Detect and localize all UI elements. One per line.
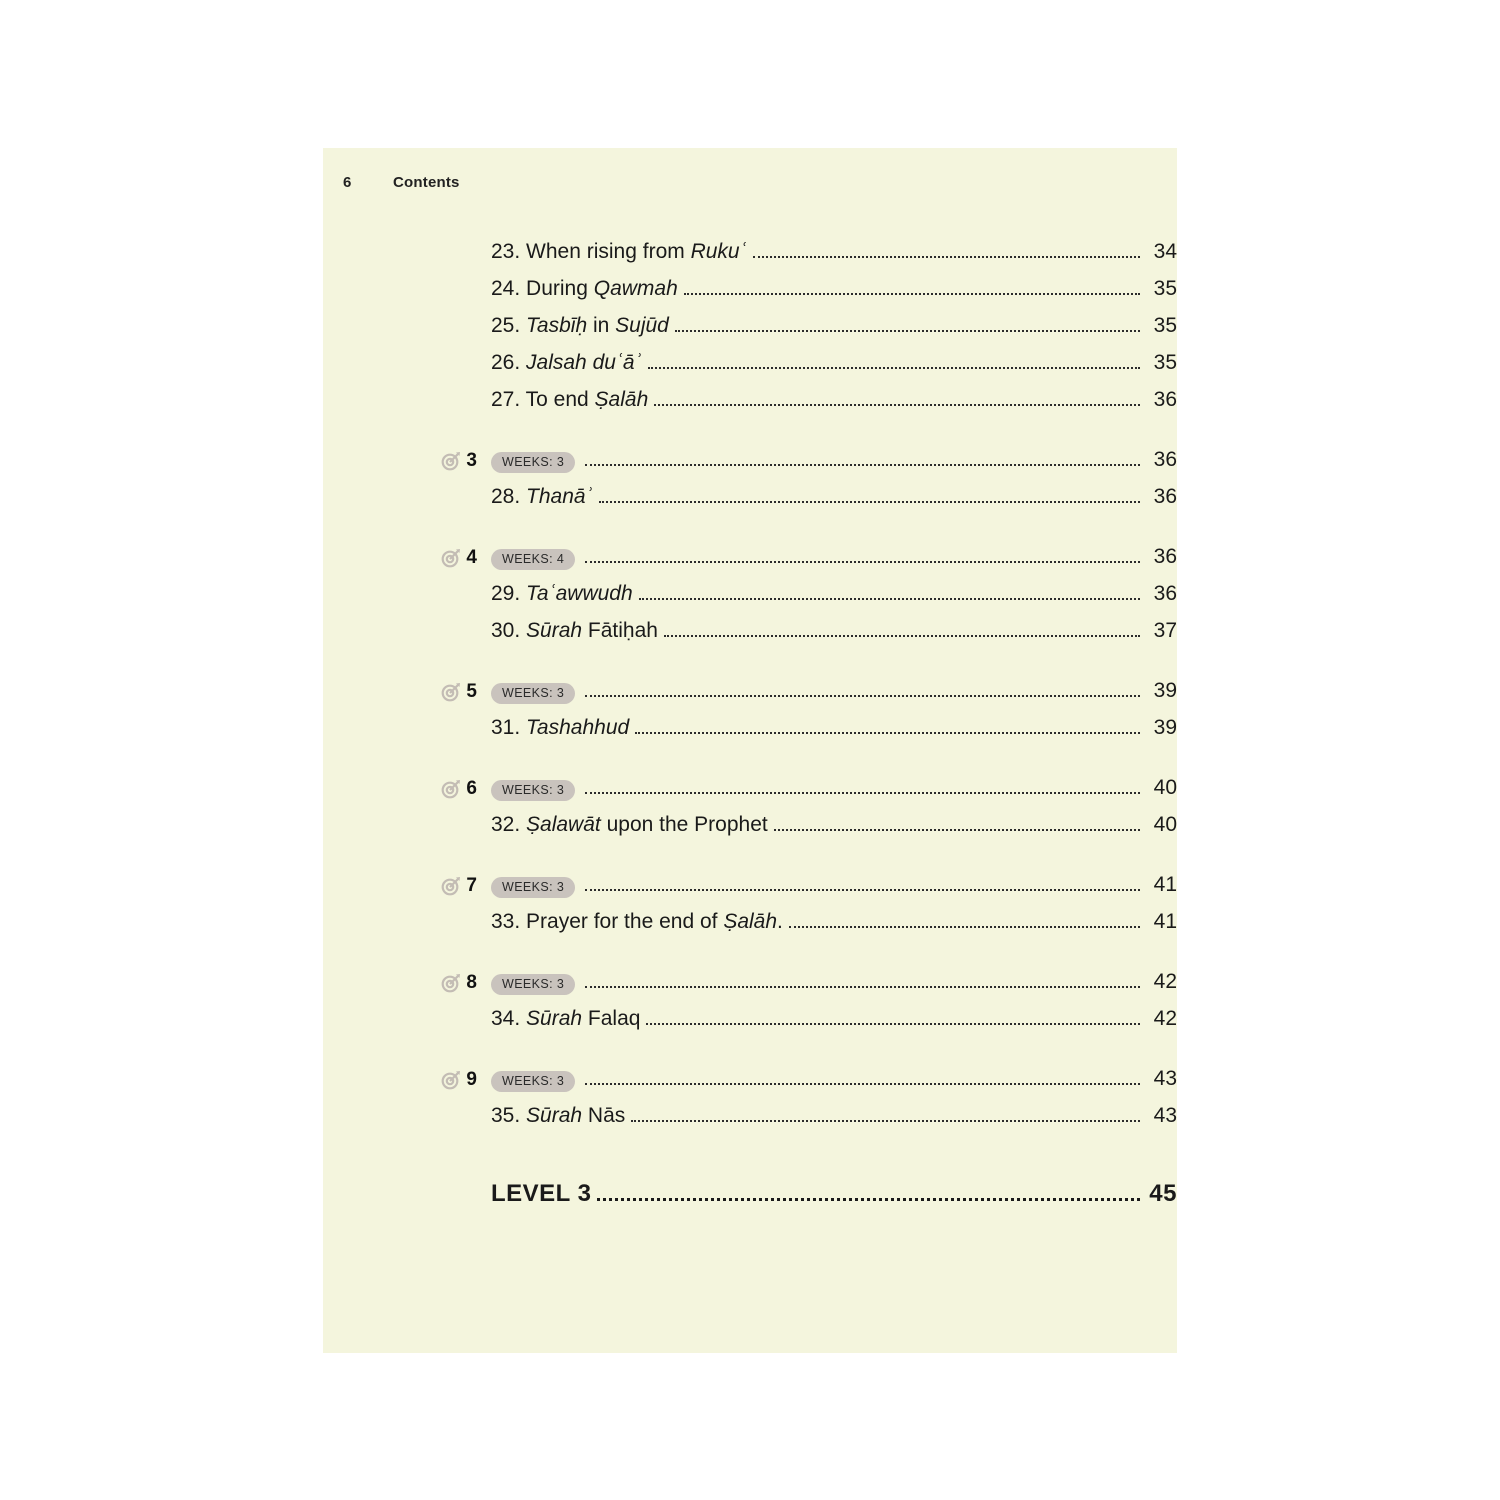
toc-item-title: 29. Taʿawwudh (491, 582, 633, 606)
weeks-pill-label: WEEKS: 3 (491, 1071, 575, 1093)
toc-entry[interactable] (491, 485, 1177, 509)
level-title: LEVEL 3 (491, 1179, 592, 1207)
toc-item-row (323, 345, 1177, 382)
toc-page-number: 39 (1153, 678, 1177, 702)
toc-item-row (323, 308, 1177, 345)
unit-number: 5 (466, 681, 477, 702)
weeks-pill (491, 970, 575, 996)
leader-dots (585, 464, 1140, 466)
unit-badge-cell (323, 876, 491, 896)
toc-unit-row (323, 770, 1177, 807)
leader-dots (585, 889, 1140, 891)
toc-item-title: 23. When rising from Rukuʿ (491, 240, 747, 264)
toc-entry[interactable] (491, 716, 1177, 740)
leader-dots (597, 1198, 1140, 1201)
toc-unit-row (323, 964, 1177, 1001)
leader-dots (585, 695, 1140, 697)
toc-page-number: 41 (1153, 910, 1177, 934)
weeks-pill-label: WEEKS: 3 (491, 452, 575, 474)
leader-dots (646, 1023, 1140, 1025)
toc-item-title: 27. To end Ṣalāh (491, 388, 649, 412)
toc-entry[interactable] (491, 448, 1177, 474)
toc-entry[interactable] (491, 582, 1177, 606)
toc-page-number: 36 (1153, 544, 1177, 568)
target-icon (441, 779, 461, 799)
toc-item-title: 25. Tasbīḥ in Sujūd (491, 314, 669, 338)
unit-badge (441, 451, 477, 471)
toc-entry[interactable] (491, 277, 1177, 301)
page-header (343, 174, 460, 191)
toc-item-row (323, 382, 1177, 419)
unit-number: 6 (466, 778, 477, 799)
leader-dots (654, 404, 1140, 406)
toc-item-row (323, 710, 1177, 747)
leader-dots (789, 926, 1140, 928)
leader-dots (664, 635, 1140, 637)
toc-entry[interactable] (491, 813, 1177, 837)
leader-dots (753, 256, 1140, 258)
toc-entry[interactable] (491, 314, 1177, 338)
toc-unit-row (323, 673, 1177, 710)
leader-dots (585, 792, 1140, 794)
weeks-pill (491, 776, 575, 802)
toc-item-title: 34. Sūrah Falaq (491, 1007, 641, 1031)
unit-badge (441, 1070, 477, 1090)
unit-badge (441, 548, 477, 568)
toc-page-number: 35 (1153, 277, 1177, 301)
toc-entry[interactable] (491, 351, 1177, 375)
unit-badge-cell (323, 973, 491, 993)
unit-badge (441, 682, 477, 702)
page-number: 6 (343, 174, 352, 191)
toc-entry[interactable] (491, 1180, 1177, 1208)
weeks-pill-label: WEEKS: 3 (491, 683, 575, 705)
weeks-pill-label: WEEKS: 3 (491, 780, 575, 802)
leader-dots (635, 732, 1140, 734)
unit-number: 7 (466, 875, 477, 896)
leader-dots (585, 1083, 1140, 1085)
toc-page-number: 36 (1153, 447, 1177, 471)
toc-item-title: 33. Prayer for the end of Ṣalāh. (491, 910, 783, 934)
toc-page-number: 40 (1153, 813, 1177, 837)
toc-item-row (323, 1001, 1177, 1038)
leader-dots (631, 1120, 1140, 1122)
unit-badge-cell (323, 682, 491, 702)
target-icon (441, 876, 461, 896)
target-icon (441, 1070, 461, 1090)
toc-page-number: 42 (1153, 1007, 1177, 1031)
toc-page-number: 34 (1153, 240, 1177, 264)
weeks-pill (491, 1067, 575, 1093)
weeks-pill-label: WEEKS: 3 (491, 877, 575, 899)
target-icon (441, 451, 461, 471)
leader-dots (675, 330, 1140, 332)
unit-number: 4 (466, 547, 477, 568)
unit-number: 8 (466, 972, 477, 993)
toc-page-number: 36 (1153, 582, 1177, 606)
toc-item-row (323, 271, 1177, 308)
unit-badge-cell (323, 779, 491, 799)
toc-item-title: 35. Sūrah Nās (491, 1104, 626, 1128)
leader-dots (599, 501, 1140, 503)
leader-dots (585, 986, 1140, 988)
unit-number: 3 (466, 450, 477, 471)
toc-page-number: 39 (1153, 716, 1177, 740)
leader-dots (639, 598, 1140, 600)
toc-page-number: 37 (1153, 619, 1177, 643)
toc-item-row (323, 904, 1177, 941)
leader-dots (774, 829, 1140, 831)
toc-page-number: 45 (1149, 1179, 1177, 1207)
toc-item-title: 24. During Qawmah (491, 277, 678, 301)
toc-entry[interactable] (491, 619, 1177, 643)
page-section-title: Contents (393, 174, 460, 191)
toc-unit-row (323, 539, 1177, 576)
toc-page-number: 40 (1153, 775, 1177, 799)
toc-item-title: 32. Ṣalawāt upon the Prophet (491, 813, 768, 837)
leader-dots (684, 293, 1140, 295)
target-icon (441, 973, 461, 993)
target-icon (441, 548, 461, 568)
toc-item-row (323, 576, 1177, 613)
toc-page-number: 43 (1153, 1104, 1177, 1128)
weeks-pill (491, 448, 575, 474)
toc-item-row (323, 807, 1177, 844)
toc-page-number: 35 (1153, 314, 1177, 338)
table-of-contents (323, 234, 1177, 1212)
toc-page-number: 35 (1153, 351, 1177, 375)
toc-unit-row (323, 867, 1177, 904)
toc-item-row (323, 234, 1177, 271)
toc-level-row (323, 1175, 1177, 1212)
unit-badge (441, 779, 477, 799)
toc-entry[interactable] (491, 1067, 1177, 1093)
toc-page-number: 41 (1153, 872, 1177, 896)
unit-badge-cell (323, 548, 491, 568)
toc-page-number: 36 (1153, 388, 1177, 412)
weeks-pill (491, 873, 575, 899)
weeks-pill-label: WEEKS: 4 (491, 549, 575, 571)
toc-page-number: 36 (1153, 485, 1177, 509)
toc-unit-row (323, 1061, 1177, 1098)
toc-page-number: 42 (1153, 969, 1177, 993)
document-page (323, 148, 1177, 1353)
toc-entry[interactable] (491, 873, 1177, 899)
toc-item-row (323, 1098, 1177, 1135)
unit-badge (441, 876, 477, 896)
toc-entry[interactable] (491, 240, 1177, 264)
target-icon (441, 682, 461, 702)
unit-badge-cell (323, 451, 491, 471)
toc-item-title: 31. Tashahhud (491, 716, 630, 740)
toc-page-number: 43 (1153, 1066, 1177, 1090)
toc-entry[interactable] (491, 1104, 1177, 1128)
unit-number: 9 (466, 1069, 477, 1090)
toc-item-title: 26. Jalsah duʿāʾ (491, 351, 642, 375)
toc-entry[interactable] (491, 679, 1177, 705)
toc-item-title: 30. Sūrah Fātiḥah (491, 619, 658, 643)
toc-entry[interactable] (491, 776, 1177, 802)
toc-item-title: 28. Thanāʾ (491, 485, 593, 509)
toc-item-row (323, 479, 1177, 516)
toc-unit-row (323, 442, 1177, 479)
toc-entry[interactable] (491, 970, 1177, 996)
toc-entry[interactable] (491, 388, 1177, 412)
toc-entry[interactable] (491, 1007, 1177, 1031)
unit-badge-cell (323, 1070, 491, 1090)
toc-entry[interactable] (491, 910, 1177, 934)
leader-dots (585, 561, 1140, 563)
toc-item-row (323, 613, 1177, 650)
weeks-pill-label: WEEKS: 3 (491, 974, 575, 996)
toc-entry[interactable] (491, 545, 1177, 571)
unit-badge (441, 973, 477, 993)
weeks-pill (491, 679, 575, 705)
weeks-pill (491, 545, 575, 571)
leader-dots (648, 367, 1140, 369)
